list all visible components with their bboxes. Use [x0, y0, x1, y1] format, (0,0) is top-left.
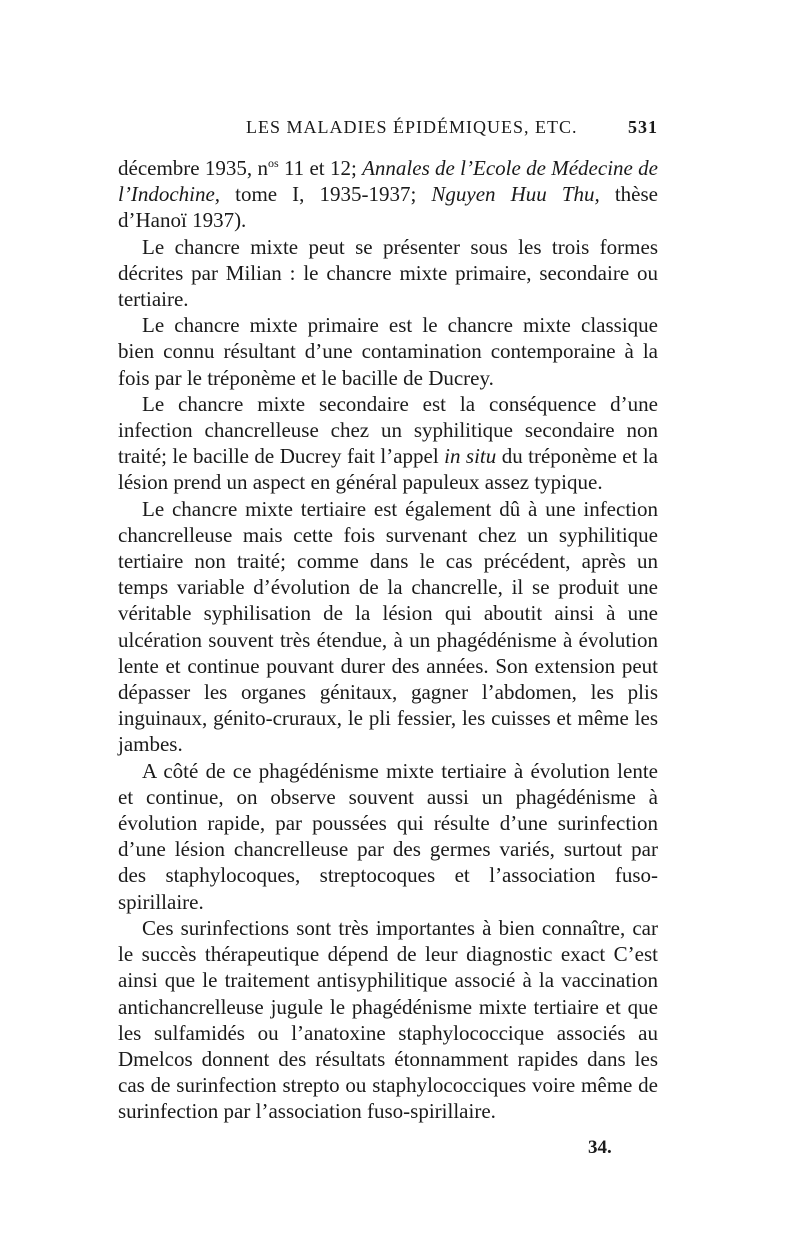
text-run: A côté de ce phagédénisme mixte tertiaire à évolution lente et continue, on observe souvent aussi un phagédénisme à évolution rapide, par poussées qui résulte d’une surinfection d’une lésion chancrelleuse par des germes variés, surtout par des staphylocoques, streptocoques et l’association fuso-spirillaire.	[118, 758, 658, 914]
paragraph	[118, 312, 658, 391]
paragraph	[118, 150, 658, 234]
running-head	[118, 117, 658, 141]
italic-text-run: Nguyen Huu Thu,	[431, 182, 600, 207]
paragraph	[118, 234, 658, 313]
text-run: du tréponème et la lésion prend un aspect en général papuleux assez typique.	[118, 444, 658, 495]
paragraph	[118, 758, 658, 915]
text-run: décembre 1935, n	[118, 156, 268, 180]
signature-mark: 34.	[588, 1137, 612, 1158]
running-title: LES MALADIES ÉPIDÉMIQUES, ETC.	[246, 117, 578, 137]
text-run: thèse d’Hanoï 1937).	[118, 182, 658, 233]
page-number: 531	[628, 117, 658, 137]
body-text	[118, 150, 658, 1125]
paragraph	[118, 391, 658, 496]
paragraph	[118, 915, 658, 1125]
text-run: os	[267, 156, 279, 170]
text-run: Le chancre mixte secondaire est la conséquence d’une infection chancrelleuse chez un syphilitique secondaire non traité; le bacille de Ducrey fait l’appel	[118, 391, 658, 469]
text-run: tome I, 1935-1937;	[220, 182, 432, 207]
italic-text-run: Annales de l’Ecole de Médecine de l’Indochine,	[118, 156, 658, 207]
text-run: 11 et 12;	[278, 156, 363, 180]
text-run: Ces surinfections sont très importantes à bien connaître, car le succès thérapeutique dépend de leur diagnostic exact C’est ainsi que le traitement antisyphilitique associé à la vaccination antichancrelleuse jugule le phagédénisme mixte tertiaire et que les sulfamidés ou l’anatoxine staphylococcique associés au Dmelcos donnent des résultats étonnamment rapides dans les cas de surinfection strepto ou staphylococciques voire même de surinfection par l’association fuso-spirillaire.	[118, 915, 658, 1124]
text-run: Le chancre mixte primaire est le chancre mixte classique bien connu résultant d’une contamination contemporaine à la fois par le tréponème et le bacille de Ducrey.	[118, 313, 658, 390]
paragraph	[118, 496, 658, 758]
italic-text-run: in situ	[444, 444, 497, 469]
text-run: Le chancre mixte peut se présenter sous les trois formes décrites par Milian : le chancre mixte primaire, secondaire ou tertiaire.	[118, 234, 658, 312]
text-run: Le chancre mixte tertiaire est également dû à une infection chancrelleuse mais cette fois survenant chez un syphilitique tertiaire non traité; comme dans le cas précédent, après un temps variable d’évolution de la chancrelle, il se produit une véritable syphilisation de la lésion qui aboutit ainsi à une ulcération souvent très étendue, à un phagédénisme à évolution lente et continue pouvant durer des années. Son extension peut dépasser les organes génitaux, gagner l’abdomen, les plis inguinaux, génito-cruraux, le pli fessier, les cuisses et même les jambes.	[118, 496, 658, 757]
